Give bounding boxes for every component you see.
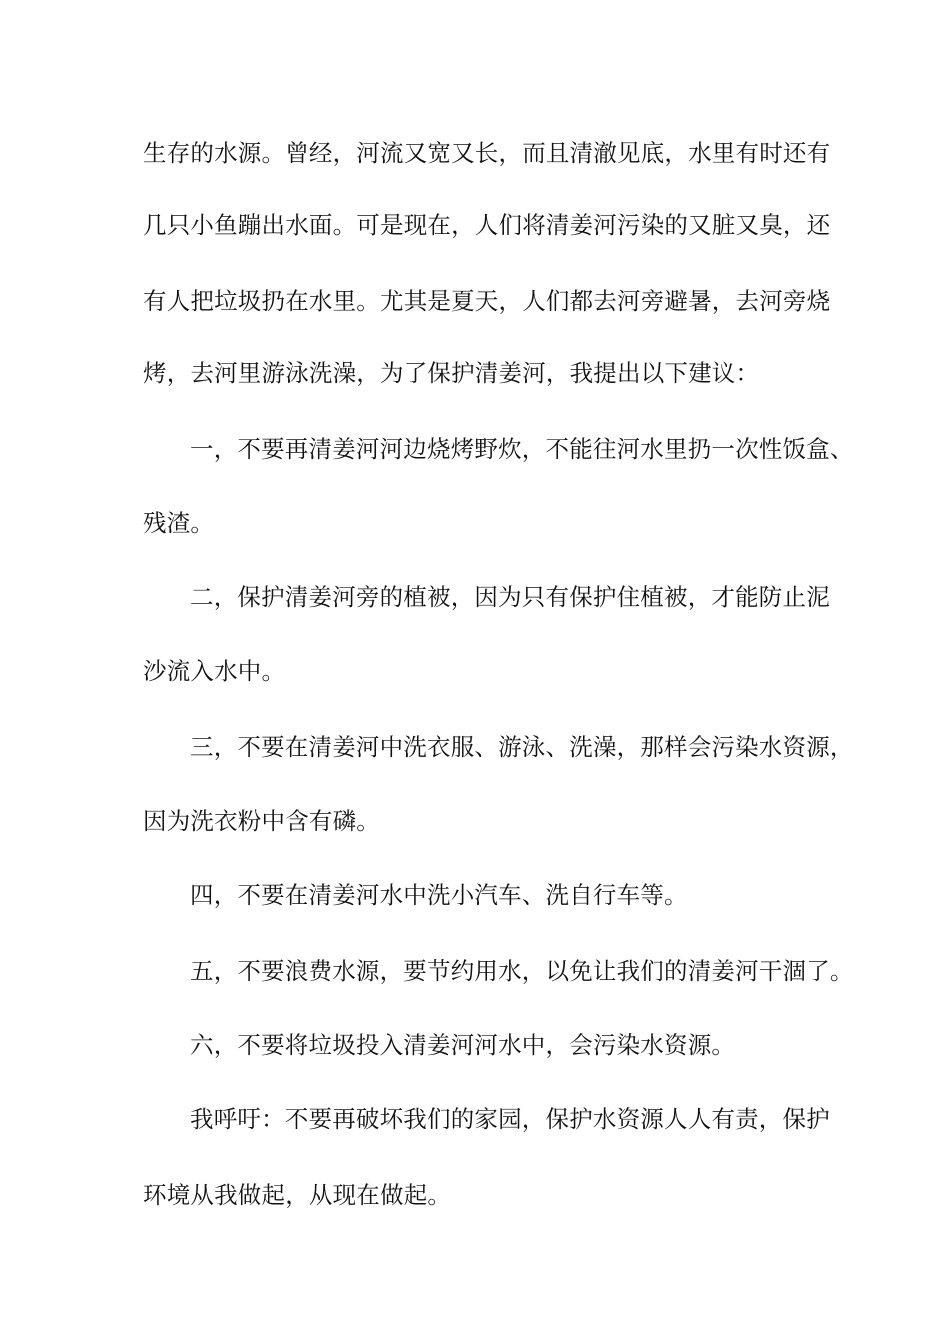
- paragraph-line: 烤，去河里游泳洗澡，为了保护清姜河，我提出以下建议：: [143, 359, 760, 387]
- suggestion-1-continuation: 残渣。: [143, 509, 215, 537]
- suggestion-2-line: 二，保护清姜河旁的植被，因为只有保护住植被，才能防止泥: [190, 583, 830, 611]
- suggestion-2-continuation: 沙流入水中。: [143, 657, 286, 685]
- appeal-continuation: 环境从我做起，从现在做起。: [143, 1181, 452, 1209]
- appeal-line: 我呼吁：不要再破坏我们的家园，保护水资源人人有责，保护: [190, 1105, 830, 1133]
- paragraph-line: 生存的水源。曾经，河流又宽又长，而且清澈见底，水里有时还有: [143, 139, 831, 167]
- suggestion-3-continuation: 因为洗衣粉中含有磷。: [143, 807, 380, 835]
- paragraph-line: 有人把垃圾扔在水里。尤其是夏天，人们都去河旁避暑，去河旁烧: [143, 287, 831, 315]
- suggestion-1-line: 一，不要再清姜河河边烧烤野炊，不能往河水里扔一次性饭盒、: [190, 435, 854, 463]
- paragraph-line: 几只小鱼蹦出水面。可是现在，人们将清姜河污染的又脏又臭，还: [143, 211, 831, 239]
- suggestion-6-line: 六，不要将垃圾投入清姜河河水中，会污染水资源。: [190, 1031, 736, 1059]
- suggestion-5-line: 五，不要浪费水源，要节约用水，以免让我们的清姜河干涸了。: [190, 957, 854, 985]
- suggestion-4-line: 四，不要在清姜河水中洗小汽车、洗自行车等。: [190, 881, 688, 909]
- suggestion-3-line: 三，不要在清姜河中洗衣服、游泳、洗澡，那样会污染水资源，: [190, 733, 854, 761]
